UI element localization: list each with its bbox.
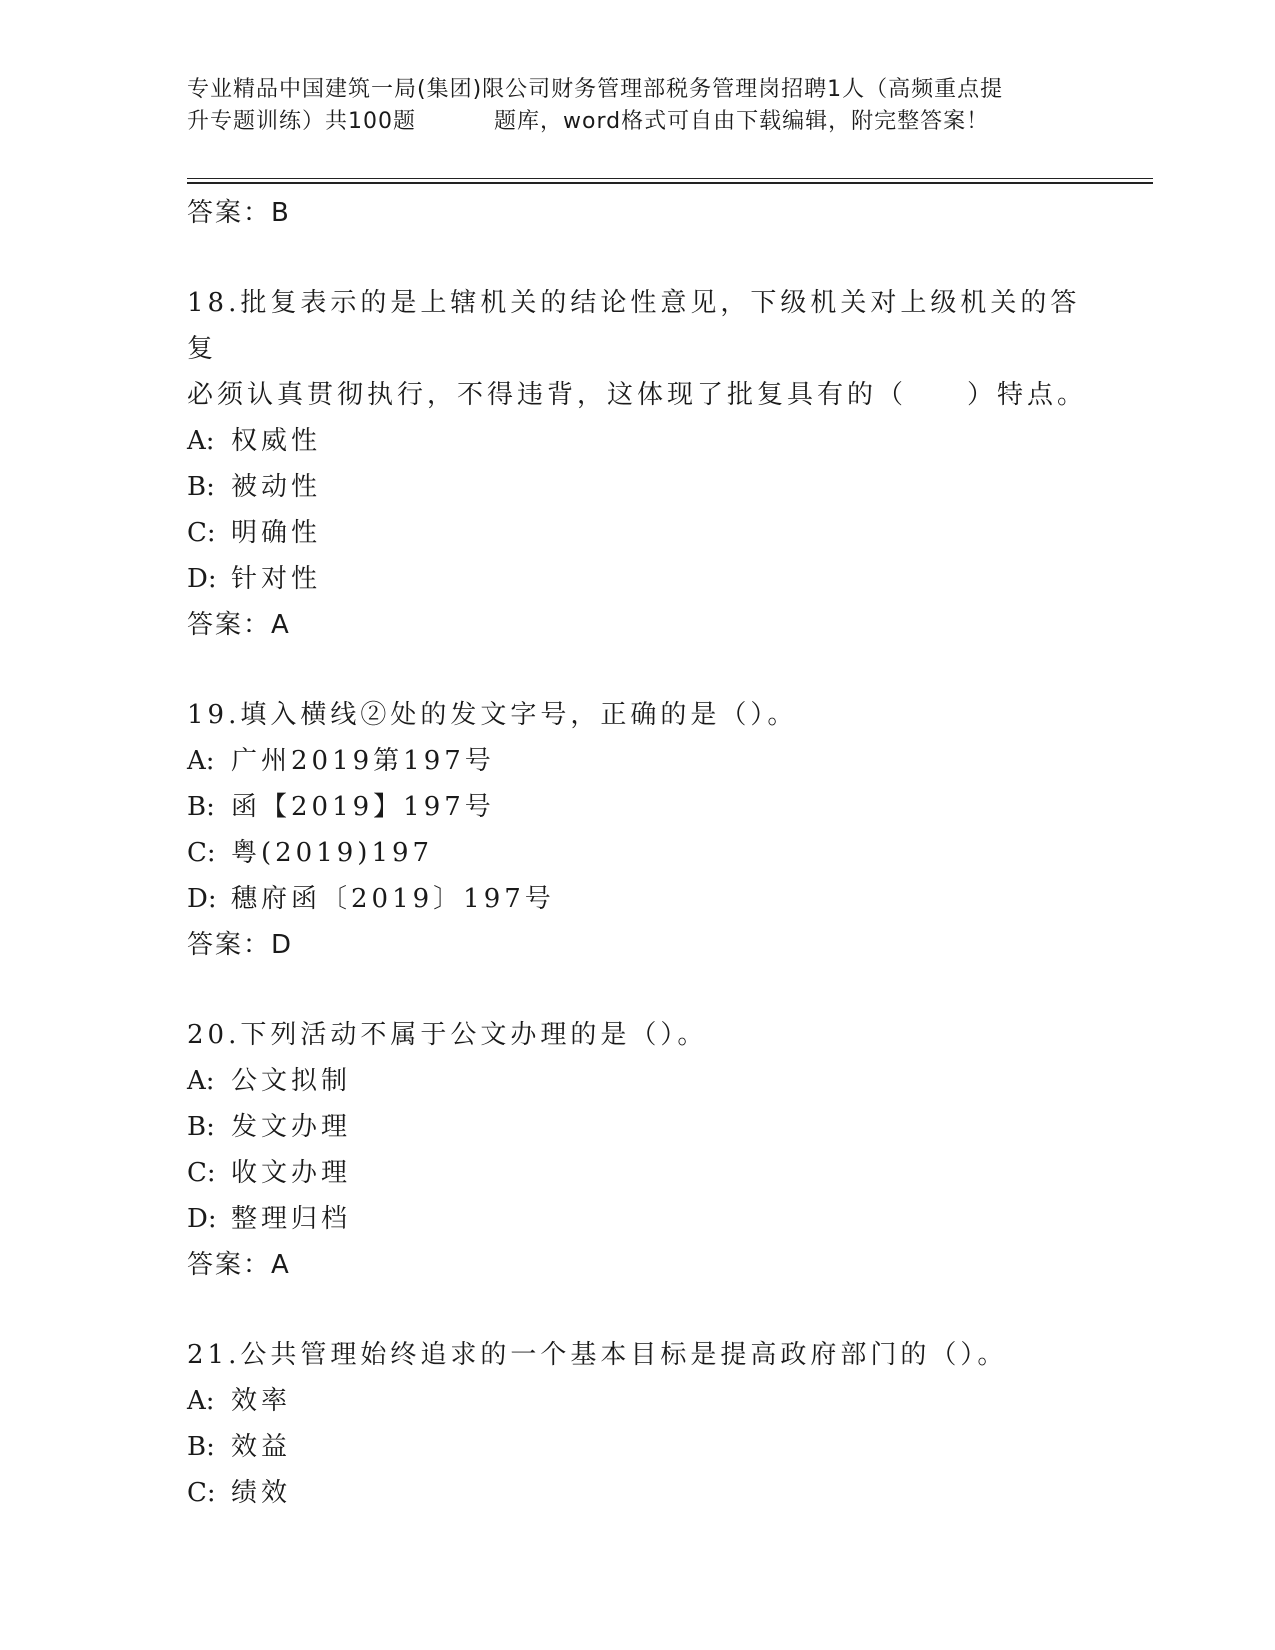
option-text: 整理归档 <box>231 1204 352 1234</box>
option-a <box>187 1058 1087 1104</box>
option-key: D: <box>187 1204 217 1234</box>
option-a <box>187 738 1087 784</box>
header-divider-thick <box>187 182 1153 184</box>
question-stem-line1: 20.下列活动不属于公文办理的是（）。 <box>187 1020 708 1050</box>
answer-line: 答案：D <box>187 930 294 960</box>
option-b <box>187 1104 1087 1150</box>
option-text: 穗府函〔2019〕197号 <box>231 884 555 914</box>
spacer <box>187 236 1087 280</box>
option-key: B: <box>187 1112 215 1142</box>
option-text: 广州2019第197号 <box>231 746 495 776</box>
question-stem-line1: 18.批复表示的是上辖机关的结论性意见，下级机关对上级机关的答复 <box>187 288 1081 364</box>
spacer <box>187 648 1087 692</box>
option-c <box>187 510 1087 556</box>
page-header <box>187 74 1087 138</box>
spacer <box>187 968 1087 1012</box>
option-key: C: <box>187 518 216 548</box>
question-stem-line1: 19.填入横线②处的发文字号，正确的是（）。 <box>187 700 798 730</box>
option-key: C: <box>187 1158 216 1188</box>
option-key: B: <box>187 472 215 502</box>
option-text: 发文办理 <box>231 1112 352 1142</box>
header-title-line2 <box>187 106 1087 138</box>
option-key: B: <box>187 1432 215 1462</box>
option-text: 收文办理 <box>231 1158 352 1188</box>
answer-line: 答案：A <box>187 610 291 640</box>
option-b <box>187 784 1087 830</box>
option-b <box>187 464 1087 510</box>
header-title-line2-part1: 升专题训练）共100题 <box>187 109 416 134</box>
question-21 <box>187 1332 1087 1516</box>
option-text: 权威性 <box>231 426 322 456</box>
option-key: C: <box>187 1478 216 1508</box>
option-key: A: <box>187 1386 215 1416</box>
previous-answer: 答案：B <box>187 198 291 228</box>
option-text: 粤(2019)197 <box>231 838 434 868</box>
option-key: B: <box>187 792 215 822</box>
option-d <box>187 556 1087 602</box>
option-text: 效率 <box>231 1386 292 1416</box>
option-d <box>187 876 1087 922</box>
option-c <box>187 1470 1087 1516</box>
answer-line: 答案：A <box>187 1250 291 1280</box>
option-text: 公文拟制 <box>231 1066 352 1096</box>
question-18 <box>187 280 1087 648</box>
option-key: A: <box>187 1066 215 1096</box>
question-stem-line1: 21.公共管理始终追求的一个基本目标是提高政府部门的（）。 <box>187 1340 1008 1370</box>
header-divider-thin <box>187 178 1153 179</box>
option-key: D: <box>187 564 217 594</box>
question-stem-line2: 必须认真贯彻执行，不得违背，这体现了批复具有的（ ）特点。 <box>187 380 1088 410</box>
spacer <box>187 1288 1087 1332</box>
option-c <box>187 830 1087 876</box>
option-key: C: <box>187 838 216 868</box>
option-c <box>187 1150 1087 1196</box>
option-key: D: <box>187 884 217 914</box>
option-text: 针对性 <box>231 564 322 594</box>
option-key: A: <box>187 426 215 456</box>
option-text: 绩效 <box>231 1478 292 1508</box>
header-title-line2-part2: 题库，word格式可自由下载编辑，附完整答案！ <box>494 109 990 134</box>
header-title-line1: 专业精品中国建筑一局(集团)限公司财务管理部税务管理岗招聘1人（高频重点提 <box>187 77 1004 102</box>
option-d <box>187 1196 1087 1242</box>
question-list <box>187 190 1087 1516</box>
option-text: 被动性 <box>231 472 322 502</box>
option-key: A: <box>187 746 215 776</box>
question-19 <box>187 692 1087 968</box>
option-text: 函【2019】197号 <box>231 792 495 822</box>
option-b <box>187 1424 1087 1470</box>
question-20 <box>187 1012 1087 1288</box>
option-text: 效益 <box>231 1432 292 1462</box>
option-a <box>187 1378 1087 1424</box>
option-a <box>187 418 1087 464</box>
option-text: 明确性 <box>231 518 322 548</box>
